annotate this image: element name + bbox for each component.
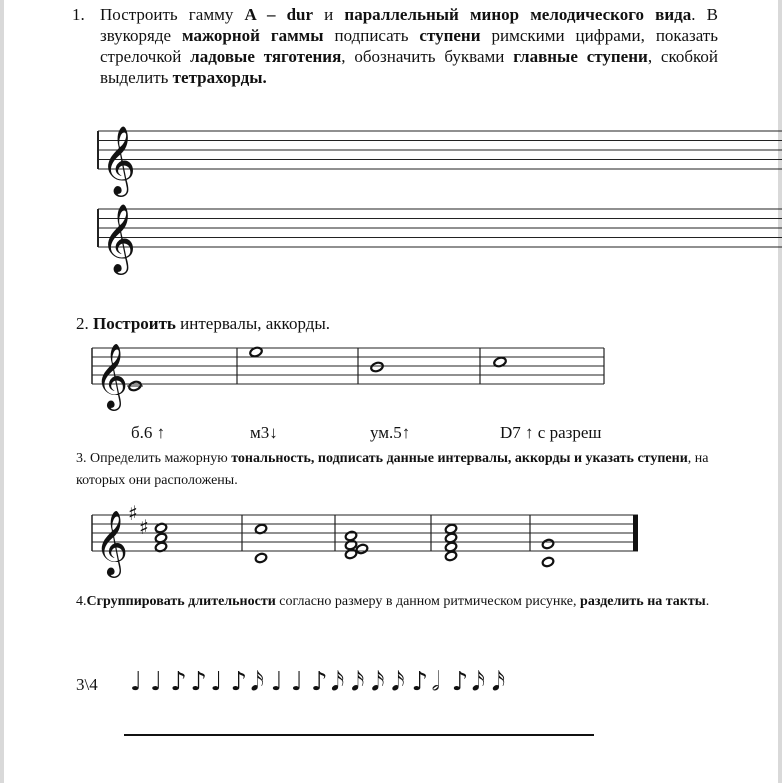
treble-clef-icon: 𝄞 xyxy=(95,343,128,409)
task-4-part-4: . xyxy=(705,594,710,609)
task-3-part-0: 3. Определить мажорную xyxy=(76,451,232,466)
treble-clef-icon: 𝄞 xyxy=(101,124,136,194)
task-2-title-part-0: 2. xyxy=(76,314,93,333)
sixteenth-note-icon: 𝅘𝅥𝅯 xyxy=(250,667,264,697)
eighth-note-icon: ♪ xyxy=(170,667,187,697)
sharp-icon: ♯ xyxy=(128,501,138,525)
task-2-title-part-2: интервалы, аккорды. xyxy=(175,314,331,333)
whole-note xyxy=(541,556,554,567)
empty-staff-1[interactable] xyxy=(98,125,782,197)
task-1-part-7: ступени xyxy=(419,26,481,45)
eighth-note-icon: ♪ xyxy=(451,667,469,697)
whole-note xyxy=(254,552,267,563)
quarter-note-icon: ♩ xyxy=(210,667,223,697)
sixteenth-note-icon: 𝅘𝅥𝅯 xyxy=(391,667,405,697)
treble-clef-icon: 𝄞 xyxy=(95,510,128,576)
task-1-part-0: Построить гамму xyxy=(100,5,245,24)
task-3-part-1: тональность, подписать данные интервалы, аккорды и указать ступени xyxy=(231,451,688,466)
task-1-part-10: , обозначить буквами xyxy=(341,47,514,66)
sixteenth-note-icon: 𝅘𝅥𝅯 xyxy=(471,667,486,697)
task-4-part-1: Сгруппировать длительности xyxy=(86,594,276,609)
quarter-note-icon: ♩ xyxy=(130,667,143,697)
task-1-part-4: . В звукоряде xyxy=(100,5,718,45)
sharp-icon: ♯ xyxy=(139,515,149,539)
treble-clef-icon: 𝄞 xyxy=(101,202,136,272)
key-staff xyxy=(92,501,638,577)
intervals-staff xyxy=(92,343,604,410)
eighth-note-icon: ♪ xyxy=(230,667,248,697)
interval-label-2: м3↓ xyxy=(250,423,278,442)
quarter-note-icon: ♩ xyxy=(290,667,304,697)
sixteenth-note-icon: 𝅘𝅥𝅯 xyxy=(351,667,365,697)
task-1-part-11: главные ступени xyxy=(513,47,648,66)
task-1-part-12: , скобкой выделить xyxy=(100,47,718,87)
task-1-number: 1. xyxy=(72,5,85,24)
task-2-title-part-1: Построить xyxy=(93,314,176,333)
eighth-note-icon: ♪ xyxy=(310,667,328,697)
sixteenth-note-icon: 𝅘𝅥𝅯 xyxy=(491,667,506,697)
quarter-note-icon: ♩ xyxy=(270,667,284,697)
eighth-note-icon: ♪ xyxy=(190,667,207,697)
task-1-part-9: ладовые тяготения xyxy=(190,47,342,66)
task-1-part-2: и xyxy=(313,5,345,24)
half-note-icon: 𝅗𝅥 xyxy=(431,667,440,697)
whole-note xyxy=(370,361,384,373)
final-barline xyxy=(633,515,638,551)
task-1-part-5: мажорной гаммы xyxy=(182,26,324,45)
time-signature: 3\4 xyxy=(76,675,98,694)
task-4-part-0: 4. xyxy=(76,594,87,609)
task-1-part-3: параллельный минор мелодического вида xyxy=(344,5,692,24)
whole-note xyxy=(541,538,554,549)
interval-label-4: D7 ↑ с разреш xyxy=(500,423,602,442)
empty-staff-2[interactable] xyxy=(98,203,782,275)
task-4-part-3: разделить на такты xyxy=(580,594,706,609)
sixteenth-note-icon: 𝅘𝅥𝅯 xyxy=(331,667,345,697)
rhythm-pattern xyxy=(130,667,505,697)
eighth-note-icon: ♪ xyxy=(411,667,429,697)
quarter-note-icon: ♩ xyxy=(150,667,163,697)
task-1-part-13: тетрахорды. xyxy=(172,68,267,87)
sixteenth-note-icon: 𝅘𝅥𝅯 xyxy=(371,667,385,697)
task-1-part-6: подписать xyxy=(323,26,420,45)
interval-label-1: б.6 ↑ xyxy=(131,423,166,442)
task-1-part-8: римскими цифрами, показать стрелочкой xyxy=(100,26,718,66)
interval-label-3: ум.5↑ xyxy=(370,423,411,442)
whole-note xyxy=(355,543,368,554)
whole-note xyxy=(444,550,457,561)
task-3-part-2: , на которых они расположены. xyxy=(76,451,709,488)
task-1-part-1: A – dur xyxy=(244,5,314,24)
task-4-part-2: согласно размеру в данном ритмическом рисунке, xyxy=(275,594,581,609)
